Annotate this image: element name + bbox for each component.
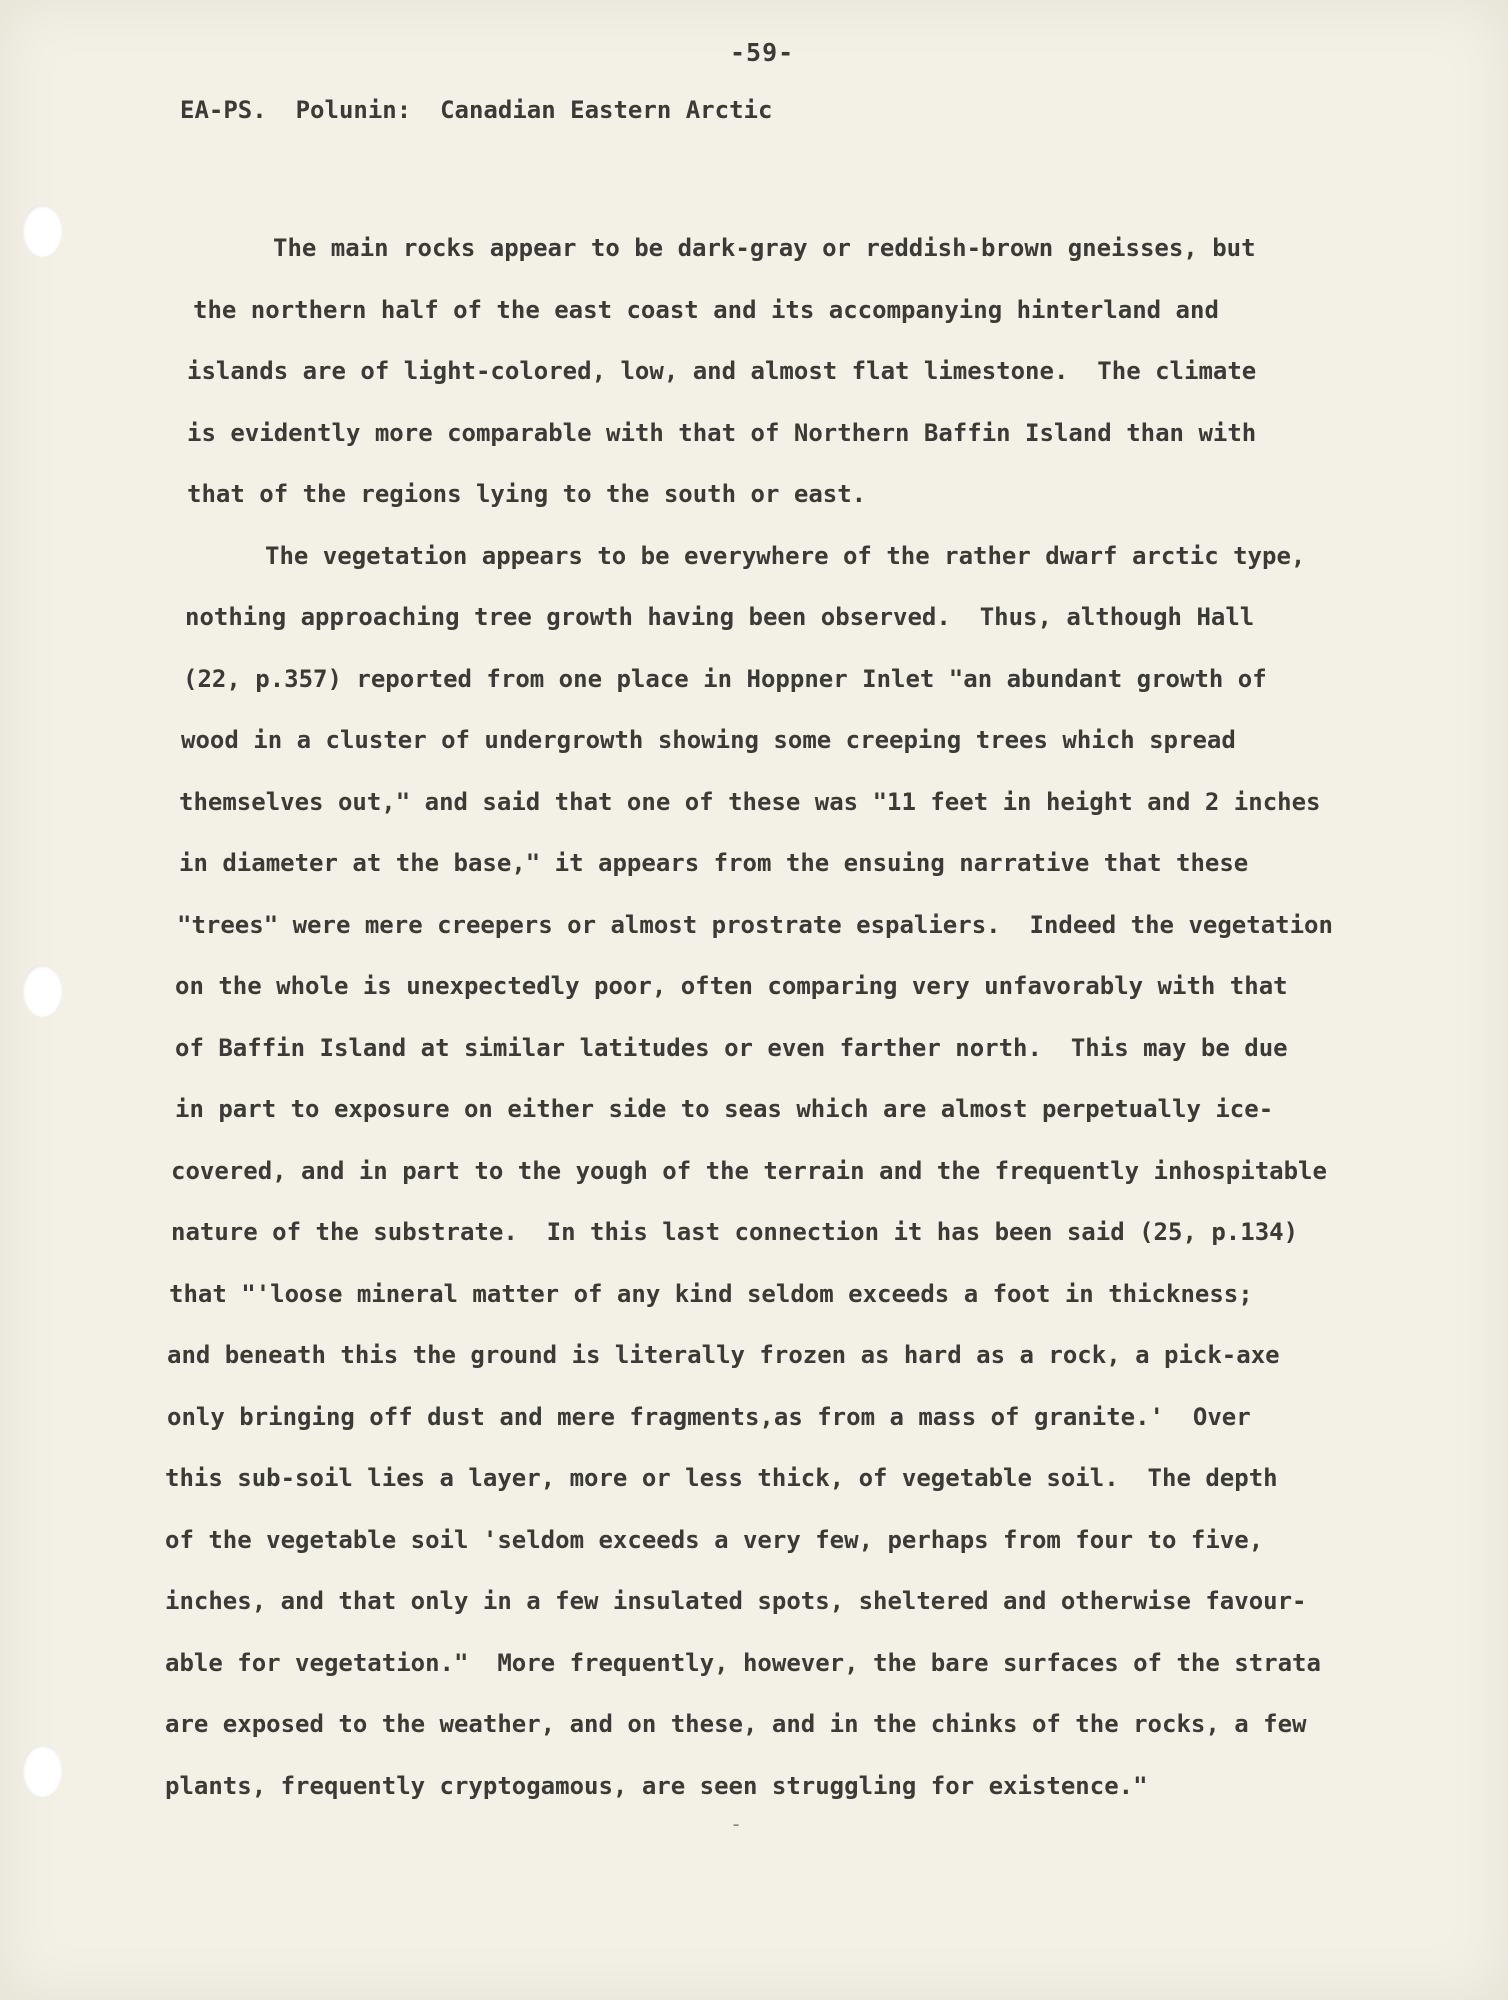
bottom-mark: - bbox=[730, 1812, 743, 1836]
text-line: on the whole is unexpectedly poor, often comparing very unfavorably with that bbox=[175, 972, 1288, 1000]
text-line: of Baffin Island at similar latitudes or even farther north. This may be due bbox=[175, 1033, 1288, 1062]
text-line: plants, frequently cryptogamous, are seen struggling for existence." bbox=[165, 1771, 1148, 1800]
text-line: nothing approaching tree growth having been observed. Thus, although Hall bbox=[185, 603, 1255, 631]
text-line: the northern half of the east coast and its accompanying hinterland and bbox=[193, 295, 1219, 324]
punch-hole bbox=[22, 965, 62, 1017]
text-line: covered, and in part to the yough of the terrain and the frequently inhospitable bbox=[171, 1156, 1327, 1185]
text-line: that "'loose mineral matter of any kind seldom exceeds a foot in thickness; bbox=[169, 1279, 1253, 1308]
text-line: and beneath this the ground is literally frozen as hard as a rock, a pick-axe bbox=[167, 1341, 1280, 1369]
document-header: EA-PS. Polunin: Canadian Eastern Arctic bbox=[180, 96, 773, 124]
text-line: inches, and that only in a few insulated spots, sheltered and otherwise favour- bbox=[165, 1587, 1307, 1615]
text-line: able for vegetation." More frequently, however, the bare surfaces of the strata bbox=[165, 1648, 1321, 1677]
text-line: (22, p.357) reported from one place in Hoppner Inlet "an abundant growth of bbox=[183, 664, 1267, 693]
punch-hole bbox=[22, 205, 62, 257]
text-line: this sub-soil lies a layer, more or less thick, of vegetable soil. The depth bbox=[165, 1464, 1278, 1492]
text-line: only bringing off dust and mere fragments,as from a mass of granite.' Over bbox=[167, 1402, 1251, 1431]
text-line: wood in a cluster of undergrowth showing some creeping trees which spread bbox=[181, 726, 1236, 754]
text-line: in part to exposure on either side to seas which are almost perpetually ice- bbox=[175, 1095, 1274, 1123]
text-line: The main rocks appear to be dark-gray or reddish-brown gneisses, but bbox=[273, 234, 1256, 262]
text-line: "trees" were mere creepers or almost prostrate espaliers. Indeed the vegetation bbox=[177, 910, 1333, 939]
text-line: in diameter at the base," it appears from the ensuing narrative that these bbox=[179, 849, 1249, 877]
body-text bbox=[165, 218, 1415, 1817]
text-line: islands are of light-colored, low, and almost flat limestone. The climate bbox=[187, 357, 1257, 385]
page-number: -59- bbox=[730, 38, 795, 67]
punch-hole bbox=[22, 1745, 62, 1797]
text-line: of the vegetable soil 'seldom exceeds a very few, perhaps from four to five, bbox=[165, 1525, 1264, 1554]
text-line: are exposed to the weather, and on these, and in the chinks of the rocks, a few bbox=[165, 1710, 1307, 1738]
text-line: is evidently more comparable with that of Northern Baffin Island than with bbox=[187, 418, 1257, 447]
text-line: nature of the substrate. In this last connection it has been said (25, p.134) bbox=[171, 1218, 1299, 1246]
text-line: that of the regions lying to the south or east. bbox=[187, 480, 867, 508]
text-line: themselves out," and said that one of these was "11 feet in height and 2 inches bbox=[179, 787, 1321, 816]
text-line: The vegetation appears to be everywhere of the rather dwarf arctic type, bbox=[265, 541, 1306, 570]
